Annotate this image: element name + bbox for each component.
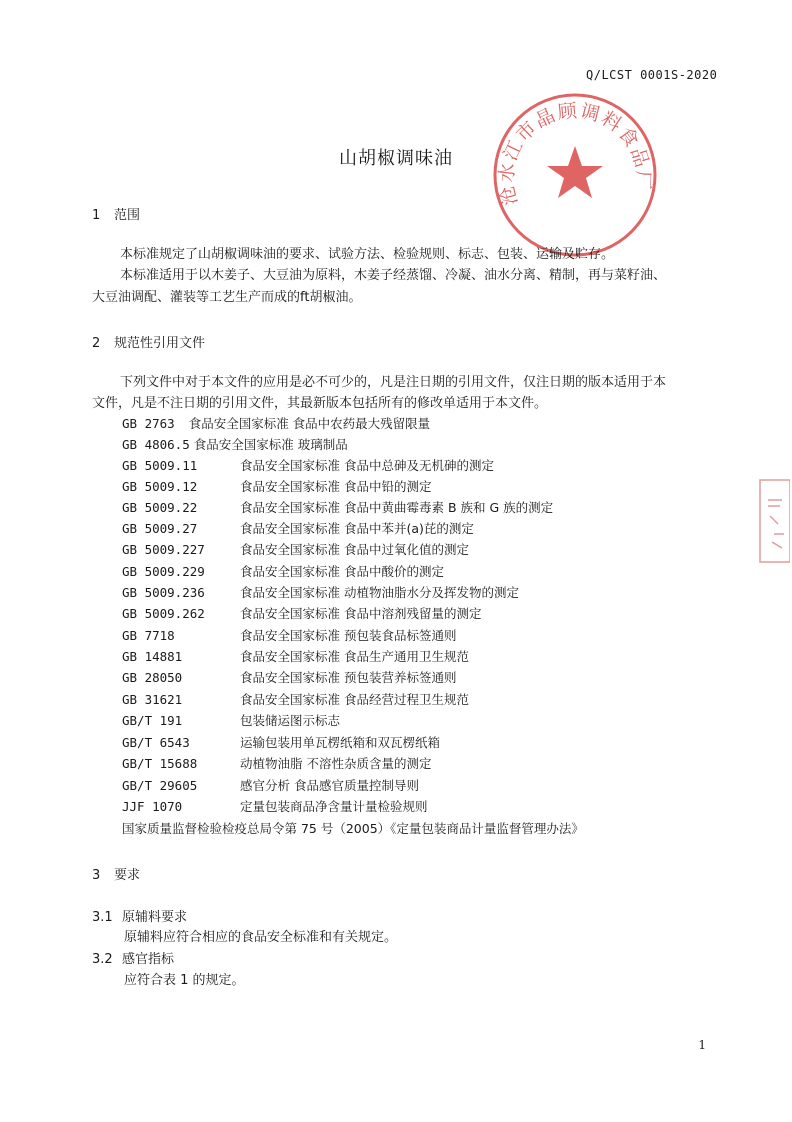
references-intro-line-2: 文件，凡是不注日期的引用文件，其最新版本包括所有的修改单适用于本文件。 — [92, 396, 548, 411]
reference-item — [122, 414, 430, 434]
reference-title: 食品安全国家标准 食品中农药最大残留限量 — [188, 416, 431, 431]
subsection-3-1-text: 原辅料应符合相应的食品安全标准和有关规定。 — [124, 930, 398, 945]
reference-title: 食品安全国家标准 食品生产通用卫生规范 — [240, 649, 469, 664]
reference-item — [122, 583, 519, 603]
section-number: 3 — [92, 868, 101, 883]
scope-paragraph-2-line-2: 大豆油调配、灌装等工艺生产而成的ft胡椒油。 — [92, 290, 362, 305]
reference-code: GB 4806.5 — [122, 437, 190, 452]
section-number: 2 — [92, 336, 101, 351]
reference-item — [122, 519, 474, 539]
reference-item — [122, 797, 428, 817]
reference-code: GB/T 29605 — [122, 778, 198, 793]
section-title: 要求 — [114, 868, 141, 883]
document-title: 山胡椒调味油 — [339, 148, 453, 169]
section-number: 1 — [92, 208, 101, 223]
reference-title: 食品安全国家标准 食品中过氧化值的测定 — [240, 542, 469, 557]
svg-text:沧水江市晶顾调料食品厂: 沧水江市晶顾调料食品厂 — [495, 99, 655, 208]
reference-code: GB 7718 — [122, 628, 175, 643]
reference-code: GB 5009.262 — [122, 606, 205, 621]
reference-code: GB 5009.229 — [122, 564, 205, 579]
subsection-3-2-heading — [92, 948, 174, 967]
reference-title: 运输包装用单瓦楞纸箱和双瓦楞纸箱 — [240, 735, 441, 750]
reference-code: GB 5009.11 — [122, 458, 198, 473]
reference-item — [122, 754, 432, 774]
subsection-3-1-heading — [92, 906, 187, 925]
scope-paragraph-2-line-1: 本标准适用于以木姜子、大豆油为原料，木姜子经蒸馏、冷凝、油水分离、精制，再与菜籽油、 — [120, 268, 667, 283]
subsection-3-2-text: 应符合表 1 的规定。 — [124, 973, 245, 988]
reference-item — [122, 668, 457, 688]
reference-code: GB/T 6543 — [122, 735, 190, 750]
reference-item — [122, 647, 469, 667]
reference-title: 食品安全国家标准 预包装营养标签通则 — [240, 670, 457, 685]
reference-item — [122, 477, 432, 497]
official-seal — [490, 90, 660, 260]
reference-item — [122, 626, 457, 646]
reference-item — [122, 711, 341, 731]
reference-code: GB 5009.12 — [122, 479, 198, 494]
reference-title: 感官分析 食品感官质量控制导则 — [240, 778, 419, 793]
subsection-title: 感官指标 — [122, 952, 175, 967]
section-3-heading — [92, 864, 140, 883]
reference-item — [122, 435, 348, 455]
subsection-title: 原辅料要求 — [122, 910, 188, 925]
reference-order: 国家质量监督检验检疫总局令第 75 号（2005）《定量包装商品计量监督管理办法》 — [122, 821, 584, 836]
section-title: 规范性引用文件 — [114, 336, 206, 351]
standard-code: Q/LCST 0001S-2020 — [586, 68, 718, 82]
reference-title: 食品安全国家标准 食品中总砷及无机砷的测定 — [240, 458, 494, 473]
reference-code: GB 5009.27 — [122, 521, 198, 536]
reference-item — [122, 498, 554, 518]
reference-title: 食品安全国家标准 预包装食品标签通则 — [240, 628, 457, 643]
subsection-number: 3.1 — [92, 910, 113, 925]
reference-code: JJF 1070 — [122, 799, 183, 814]
reference-code: GB 14881 — [122, 649, 183, 664]
reference-title: 定量包装商品净含量计量检验规则 — [240, 799, 428, 814]
reference-title: 包装储运图示标志 — [240, 713, 341, 728]
reference-item — [122, 562, 444, 582]
partial-seal-mark — [756, 476, 790, 566]
reference-item — [122, 690, 469, 710]
reference-item — [122, 604, 482, 624]
reference-title: 食品安全国家标准 食品中黄曲霉毒素 B 族和 G 族的测定 — [240, 500, 554, 515]
page-number: 1 — [698, 1038, 706, 1052]
reference-item — [122, 540, 469, 560]
section-title: 范围 — [114, 208, 141, 223]
reference-item — [122, 733, 441, 753]
reference-title: 食品安全国家标准 食品中溶剂残留量的测定 — [240, 606, 482, 621]
reference-code: GB 5009.22 — [122, 500, 198, 515]
reference-title: 食品安全国家标准 食品中苯并(a)芘的测定 — [240, 521, 474, 536]
section-1-heading — [92, 204, 140, 223]
reference-item — [122, 776, 419, 796]
reference-title: 食品安全国家标准 食品中酸价的测定 — [240, 564, 444, 579]
scope-paragraph-1: 本标准规定了山胡椒调味油的要求、试验方法、检验规则、标志、包装、运输及贮存。 — [120, 247, 615, 262]
reference-code: GB 5009.227 — [122, 542, 205, 557]
reference-title: 食品安全国家标准 玻璃制品 — [193, 437, 348, 452]
reference-title: 食品安全国家标准 食品中铅的测定 — [240, 479, 432, 494]
reference-code: GB 2763 — [122, 416, 175, 431]
section-2-heading — [92, 332, 205, 351]
reference-code: GB/T 191 — [122, 713, 183, 728]
reference-item — [122, 456, 494, 476]
reference-title: 食品安全国家标准 食品经营过程卫生规范 — [240, 692, 469, 707]
reference-title: 动植物油脂 不溶性杂质含量的测定 — [240, 756, 432, 771]
subsection-number: 3.2 — [92, 952, 113, 967]
reference-code: GB 28050 — [122, 670, 183, 685]
reference-code: GB 5009.236 — [122, 585, 205, 600]
reference-title: 食品安全国家标准 动植物油脂水分及挥发物的测定 — [240, 585, 519, 600]
reference-code: GB 31621 — [122, 692, 183, 707]
reference-code: GB/T 15688 — [122, 756, 198, 771]
references-intro-line-1: 下列文件中对于本文件的应用是必不可少的，凡是注日期的引用文件，仅注日期的版本适用于本 — [120, 375, 667, 390]
